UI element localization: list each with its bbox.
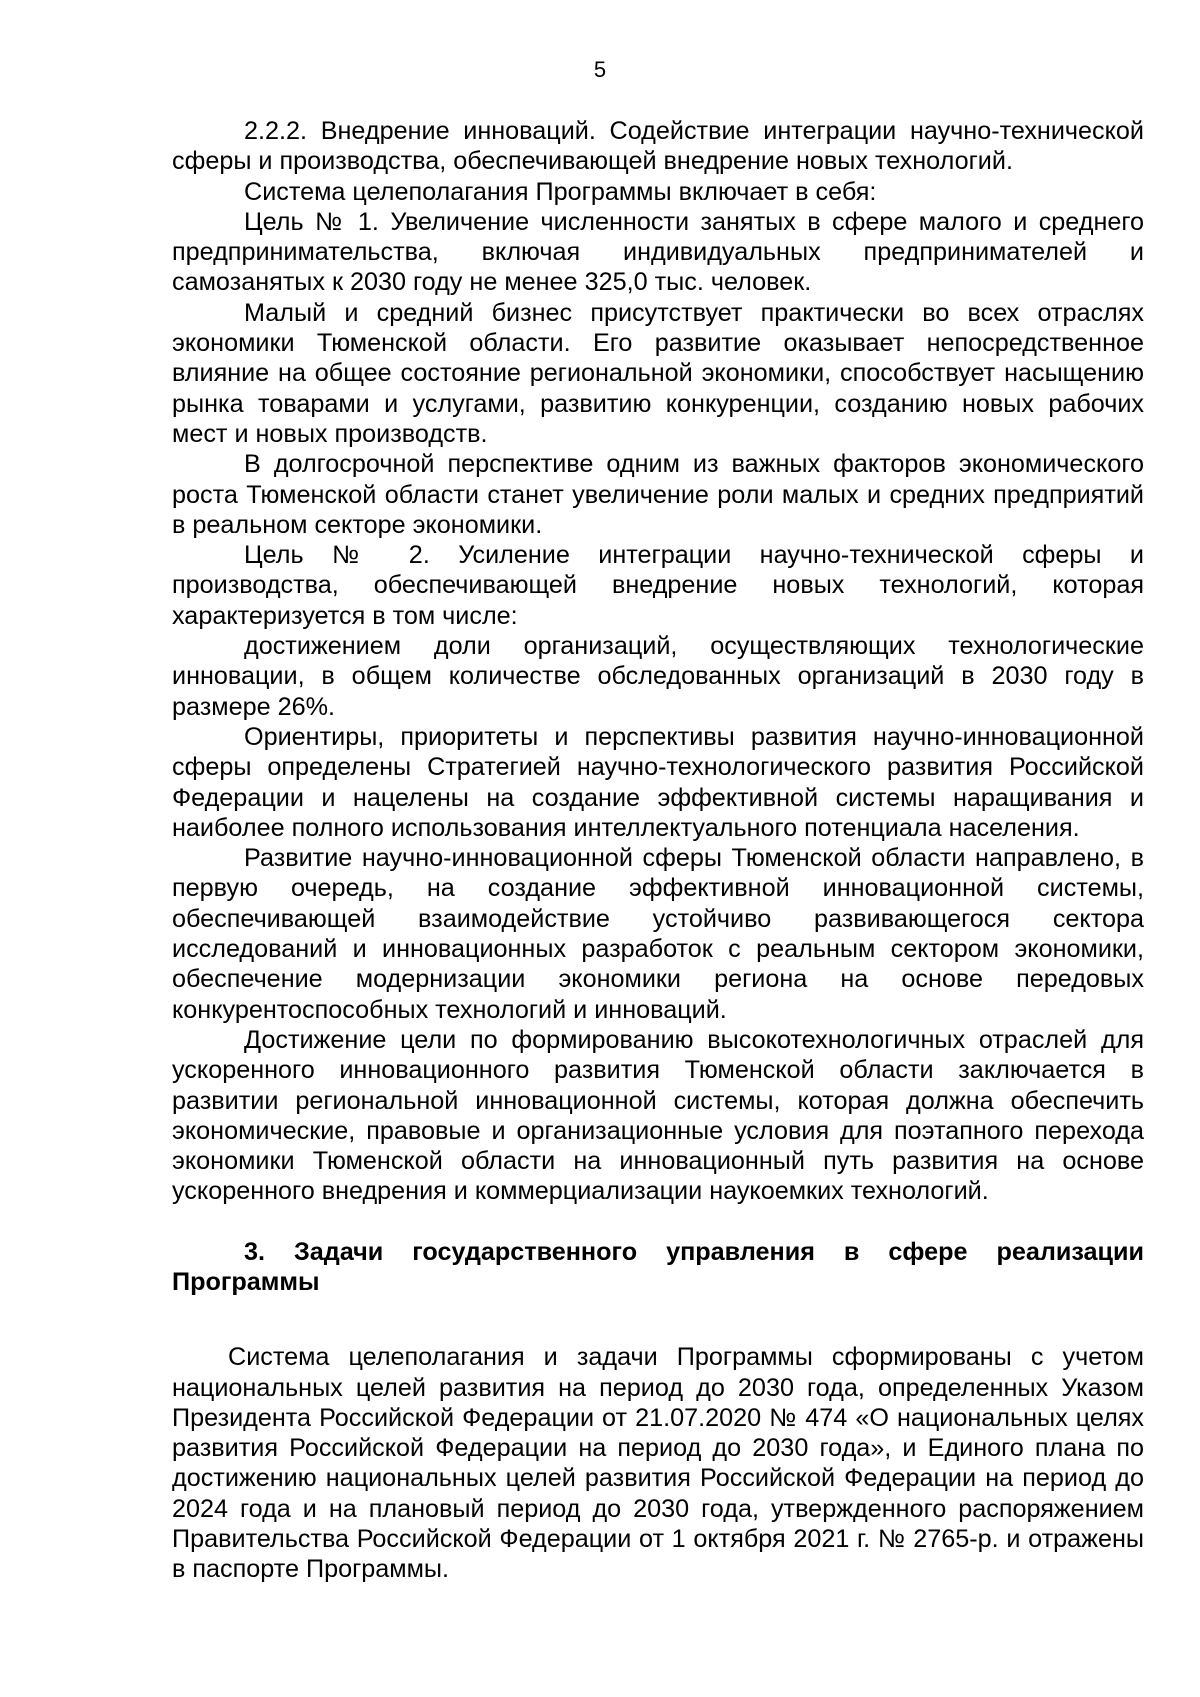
paragraph-innovation-share: достижением доли организаций, осуществляющих технологические инновации, в общем количестве обследованных организаций в 2030 году в размере 26%. [172,632,1144,721]
page-number: 5 [593,57,607,82]
paragraph-section-3-body: Система целеполагания и задачи Программы сформированы с учетом национальных целей развития на период до 2030 года, определенных Указом Президента Российской Федерации от 21.07.2020 № 474 «О национальных целях развития Российской Федерации на период до 2030 года», и Единого плана по достижению национальных целей развития Российской Федерации на период до 2024 года и на плановый период до 2030 года, утвержденного распоряжением Правительства Российской Федерации от 1 октября 2021 г. № 2765-р. и отражены в паспорте Программы. [172,1343,1144,1584]
section-heading: 3. Задачи государственного управления в сфере реализации Программы [172,1237,1144,1296]
document-body [172,116,1144,1585]
paragraph-strategy-guidelines: Ориентиры, приоритеты и перспективы развития научно-инновационной сферы определены Стратегией научно-технологического развития Российской Федерации и нацелены на создание эффективной системы наращивания и наиболее полного использования интеллектуального потенциала населения. [172,722,1144,842]
paragraph-innovation-subgoal: 2.2.2. Внедрение инноваций. Содействие интеграции научно-технической сферы и производства, обеспечивающей внедрение новых технологий. [172,117,1144,176]
paragraph-high-tech-goal: Достижение цели по формированию высокотехнологичных отраслей для ускоренного инновационного развития Тюменской области заключается в развитии региональной инновационной системы, которая должна обеспечить экономические, правовые и организационные условия для поэтапного перехода экономики Тюменской области на инновационный путь развития на основе ускоренного внедрения и коммерциализации наукоемких технологий. [172,1025,1144,1206]
paragraph-goal-1: Цель № 1. Увеличение численности занятых в сфере малого и среднего предпринимательства, включая индивидуальных предпринимателей и самозанятых к 2030 году не менее 325,0 тыс. человек. [172,207,1144,297]
paragraph-long-term-growth: В долгосрочной перспективе одним из важных факторов экономического роста Тюменской области станет увеличение роли малых и средних предприятий в реальном секторе экономики. [172,450,1144,539]
paragraph-small-business: Малый и средний бизнес присутствует практически во всех отраслях экономики Тюменской области. Его развитие оказывает непосредственное влияние на общее состояние региональной экономики, способствует насыщению рынка товарами и услугами, развитию конкуренции, созданию новых рабочих мест и новых производств. [172,298,1144,448]
paragraph-goal-2: Цель № 2. Усиление интеграции научно-технической сферы и производства, обеспечивающей внедрение новых технологий, которая характеризуется в том числе: [172,541,1144,630]
paragraph-innovation-development: Развитие научно-инновационной сферы Тюменской области направлено, в первую очередь, на создание эффективной инновационной системы, обеспечивающей взаимодействие устойчиво развивающегося сектора исследований и инновационных разработок с реальным сектором экономики, обеспечение модернизации экономики региона на основе передовых конкурентоспособных технологий и инноваций. [172,844,1144,1024]
paragraph-goal-system-intro: Система целеполагания Программы включает в себя: [244,177,877,206]
